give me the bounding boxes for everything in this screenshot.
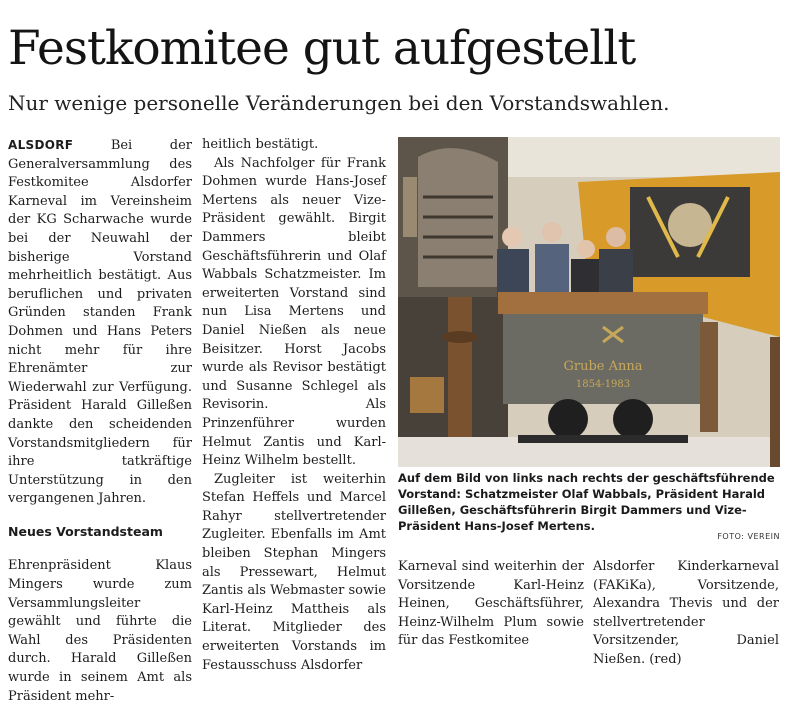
- paragraph-continued: heitlich bestätigt.: [202, 137, 319, 152]
- text-column-3: [398, 558, 584, 651]
- photo-caption: Auf dem Bild von links nach rechts der geschäftsführende Vorstand: Schatzmeister Olaf Wabbals, Präsident Harald Gilleßen, Geschäftsführerin Birgit Dammers und Vize-Präsident Hans-Josef Mertens.: [398, 471, 775, 533]
- article-photo: [398, 137, 780, 467]
- text-column-4: [593, 558, 779, 670]
- paragraph-successor: Als Nachfolger für Frank Dohmen wurde Hans-Josef Mertens als neuer Vize-Präsident gewählt. Birgit Dammers bleibt Geschäftsführerin und Olaf Wabbals Schatzmeister. Im erweiterten Vorstand sind nun Lisa Mertens und Daniel Nießen als neue Beisitzer. Horst Jacobs wurde als Revisor bestätigt und Susanne Schlegel als Revisorin. Als Prinzenführer wurden Helmut Zantis und Karl-Heinz Wilhelm bestellt.: [202, 155, 386, 469]
- headline: Festkomitee gut aufgestellt: [8, 21, 636, 76]
- photo-credit: FOTO: VEREIN: [717, 532, 780, 541]
- cart-label-name: Grube Anna: [563, 359, 643, 374]
- text-column-1: [8, 136, 192, 706]
- subheadline: Nur wenige personelle Veränderungen bei den Vorstandswahlen.: [8, 91, 670, 115]
- text-column-2: [202, 136, 386, 675]
- paragraph-election: Ehrenpräsident Klaus Mingers wurde zum Versammlungsleiter gewählt und führte die Wahl des Präsidenten durch. Harald Gilleßen wurde in seinem Amt als Präsident mehr-: [8, 558, 192, 704]
- group-photo-illustration: [398, 137, 780, 467]
- section-subheading: Neues Vorstandsteam: [8, 523, 163, 539]
- paragraph-zugleiter: Zugleiter ist weiterhin Stefan Heffels und Marcel Rahyr stellvertretender Zugleiter. Ebenfalls im Amt bleiben Stephan Mingers als Pressewart, Helmut Zantis als Webmaster sowie Karl-Heinz Mattheis als Literat. Mitglieder des erweiterten Vorstands im Festausschuss Alsdorfer: [202, 471, 386, 673]
- dateline: ALSDORF: [8, 138, 74, 152]
- paragraph-intro: [8, 136, 192, 509]
- cart-label-years: 1854-1983: [575, 379, 631, 390]
- paragraph-kinderkarneval: Alsdorfer Kinderkarneval (FAKiKa), Vorsitzende, Alexandra Thevis und der stellvertretender Vorsitzender, Daniel Nießen. (red): [593, 559, 779, 667]
- paragraph-festausschuss: Karneval sind weiterhin der Vorsitzende Karl-Heinz Heinen, Geschäftsführer, Heinz-Wilhelm Plum sowie für das Festkomitee: [398, 559, 584, 649]
- paragraph-intro-text: Bei der Generalversammlung des Festkomitee Alsdorfer Karneval im Vereinsheim der KG Scharwache wurde bei der Neuwahl der bisherige Vorstand mehrheitlich bestätigt. Aus beruflichen und privaten Gründen standen Frank Dohmen und Hans Peters nicht mehr für ihre Ehrenämter zur Wiederwahl zur Verfügung. Präsident Harald Gilleßen dankte den scheidenden Vorstandsmitgliedern für ihre tatkräftige Unterstützung in den vergangenen Jahren.: [8, 138, 192, 507]
